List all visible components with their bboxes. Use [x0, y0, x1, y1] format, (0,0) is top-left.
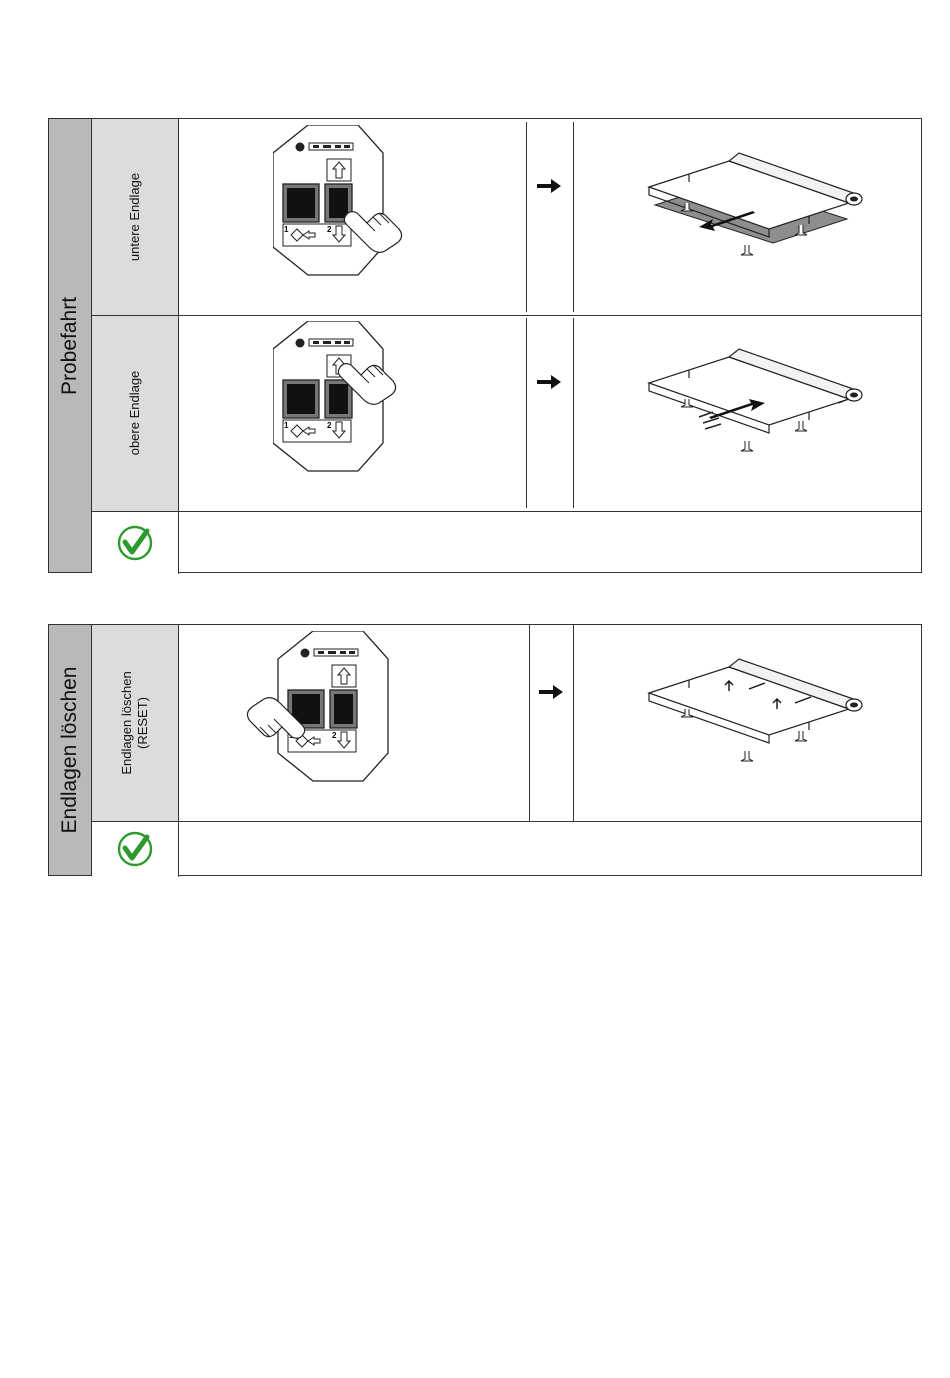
divider — [92, 315, 921, 316]
awning-reset-icon — [647, 655, 867, 785]
row-label-line2: (RESET) — [135, 697, 150, 750]
section-title: Probefahrt — [58, 296, 81, 395]
row-label: obere Endlage — [127, 370, 142, 456]
remote-control-up-button-icon — [273, 321, 403, 476]
awning-extend-icon — [647, 149, 867, 279]
green-checkmark-icon — [117, 525, 153, 561]
divider — [92, 821, 921, 822]
divider — [92, 511, 921, 512]
section-label — [49, 119, 92, 572]
row-label-cell — [92, 315, 179, 511]
row-label-cell — [92, 119, 179, 315]
divider — [573, 318, 574, 508]
row-label-cell — [92, 625, 179, 821]
divider — [573, 122, 574, 312]
confirm-cell — [92, 511, 179, 574]
section-title: Endlagen löschen — [58, 666, 81, 834]
row-label — [119, 671, 151, 774]
row-label: untere Endlage — [127, 172, 142, 262]
divider — [526, 122, 527, 312]
right-arrow-icon — [537, 179, 563, 195]
endlagen-loeschen-panel — [48, 624, 922, 876]
right-arrow-icon — [539, 685, 565, 701]
green-checkmark-icon — [117, 831, 153, 867]
remote-control-down-button-icon — [273, 125, 403, 280]
awning-retract-icon — [647, 345, 867, 475]
right-arrow-icon — [537, 375, 563, 391]
divider — [529, 625, 530, 821]
section-label — [49, 625, 92, 875]
row-label-line1: Endlagen löschen — [119, 671, 134, 775]
divider — [573, 625, 574, 821]
remote-control-left-button-icon — [233, 631, 408, 786]
divider — [526, 318, 527, 508]
confirm-cell — [92, 821, 179, 877]
probefahrt-panel — [48, 118, 922, 573]
